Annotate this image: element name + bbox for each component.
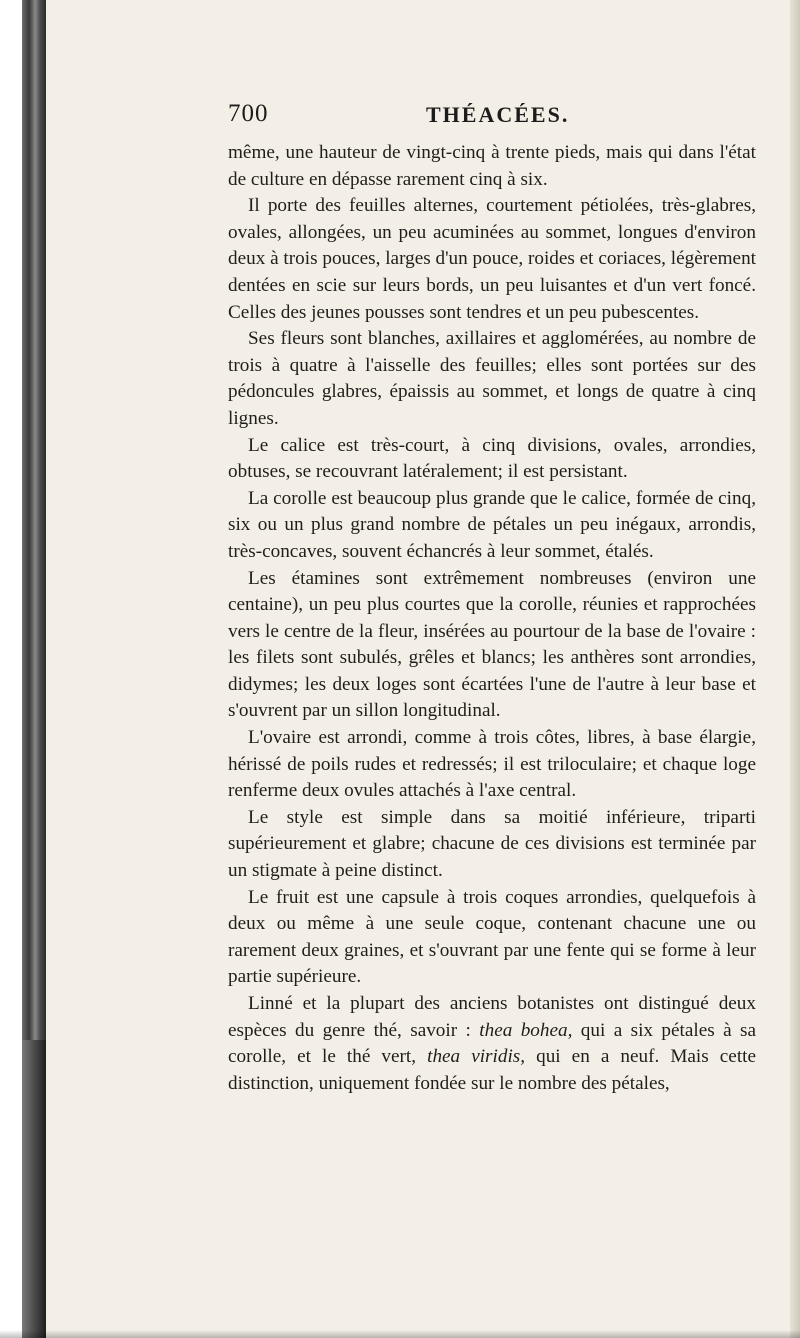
paragraph-ovary: L'ovaire est arrondi, comme à trois côtes, libres, à base élargie, hérissé de poils rudes et redressés; il est triloculaire; et chaque loge renferme deux ovules attachés à l'axe central. [228,727,756,802]
linne-text-after: qui en a neuf. Mais cette distinction, uniquement fondée sur le nombre des pétales, [228,1046,756,1094]
paragraph-corolla: La corolle est beaucoup plus grande que le calice, formée de cinq, six ou un plus grand nombre de pétales un peu inégaux, arrondis, très-concaves, souvent échancrés à leur sommet, étalés. [228,487,756,562]
running-title: THÉACÉES. [426,102,570,127]
page-edge [790,0,800,1338]
species-name-viridis: thea viridis, [427,1046,526,1068]
page-header [228,100,748,134]
paragraph-flowers: Ses fleurs sont blanches, axillaires et agglomérées, au nombre de trois à quatre à l'aisselle des feuilles; elles sont portées sur des pédoncules glabres, épaissis au sommet, et longs de quatre à cinq lignes. [228,328,756,429]
paragraph-style: Le style est simple dans sa moitié inférieure, triparti supérieurement et glabre; chacune de ces divisions est terminée par un stigmate à peine distinct. [228,806,756,882]
paragraph-linne [228,991,756,1097]
paragraph-calyx: Le calice est très-court, à cinq divisions, ovales, arrondies, obtuses, se recouvrant latéralement; il est persistant. [228,434,756,483]
paragraph-fruit: Le fruit est une capsule à trois coques arrondies, quelquefois à deux ou même à une seule coque, contenant chacune une ou rarement deux graines, et s'ouvrant par une fente qui se forme à leur partie supérieure. [228,886,756,988]
body-text [228,140,756,1097]
paragraph-stamens: Les étamines sont extrêmement nombreuses (environ une centaine), un peu plus courtes que la corolle, réunies et rapprochées vers le centre de la fleur, insérées au pourtour de la base de l'ovaire : les filets sont subulés, grêles et blancs; les anthères sont arrondies, didymes; les deux loges sont écartées l'une de l'autre à leur base et s'ouvrent par un sillon longitudinal. [228,567,756,722]
page-number: 700 [228,100,269,127]
binding-shadow [22,1040,46,1338]
linne-text-before: Linné et la plupart des anciens botanistes ont distingué deux espèces du genre thé, savoir : [228,993,756,1041]
book-binding [22,0,46,1338]
page-bottom-shadow [0,1330,800,1338]
linne-text-middle: qui a six pétales à sa corolle, et le thé vert, [228,1019,756,1068]
paragraph-leaves: Il porte des feuilles alternes, courtement pétiolées, très-glabres, ovales, allongées, un peu acuminées au sommet, longues d'environ deux à trois pouces, larges d'un pouce, roides et coriaces, légèrement dentées en scie sur leurs bords, un peu luisantes et d'un vert foncé. Celles des jeunes pousses sont tendres et un peu pubescentes. [228,195,756,323]
species-name-bohea: thea bohea, [479,1019,573,1041]
paragraph-continued: même, une hauteur de vingt-cinq à trente pieds, mais qui dans l'état de culture en dépasse rarement cinq à six. [228,142,756,190]
